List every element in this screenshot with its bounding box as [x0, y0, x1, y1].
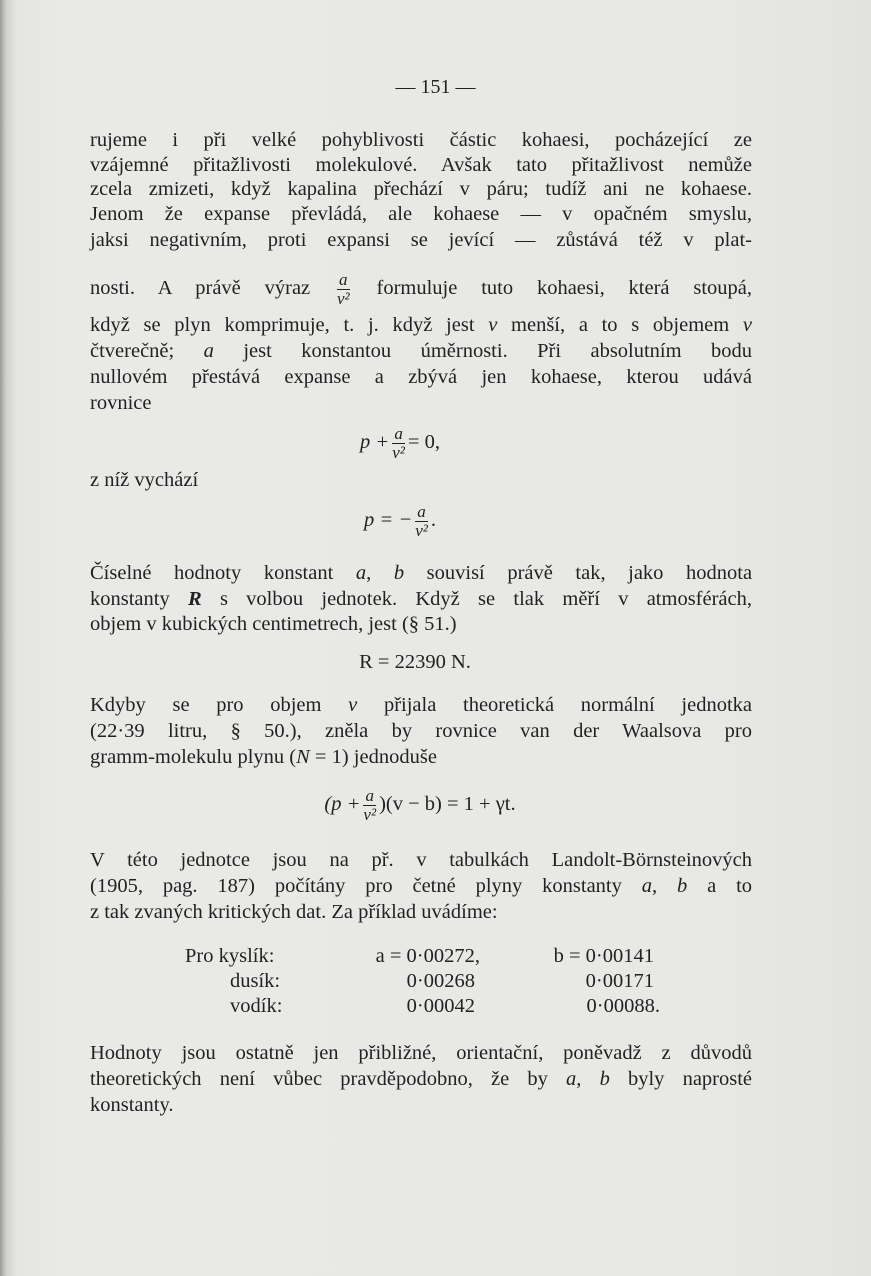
value-b: 0·00088.: [586, 995, 660, 1017]
denominator: v²: [415, 520, 428, 540]
text-line: [90, 586, 752, 612]
fraction-a-over-v2: [337, 271, 350, 308]
text-line: V této jednotce jsou na př. v tabulkách Landolt-Börnsteinových: [90, 849, 752, 871]
table-row: [150, 994, 870, 1019]
text-line: z tak zvaných kritických dat. Za příklad uvádíme:: [90, 901, 498, 923]
text-segment: Kdyby se pro objem: [90, 694, 322, 716]
text-segment: byly naprosté: [627, 1068, 753, 1090]
fraction-a-over-v2: [392, 425, 405, 462]
math-symbol: a: [203, 340, 214, 362]
text-line: rujeme i při velké pohyblivosti částic kohaesi, pocházející ze: [90, 129, 752, 151]
text-line: Jenom že expanse převládá, ale kohaese — v opačném smyslu,: [90, 203, 752, 225]
denominator: v²: [363, 804, 377, 824]
text-line: [90, 744, 752, 770]
text-segment: formuluje tuto kohaesi, která stoupá,: [376, 277, 753, 299]
constants-table: [150, 944, 870, 1019]
text-line: rovnice: [90, 392, 152, 414]
value-a: a = 0·00272,: [375, 945, 480, 967]
math-symbol: b: [599, 1068, 610, 1090]
value-a: 0·00042: [406, 995, 475, 1017]
text-line: zcela zmizeti, když kapalina přechází v páru; tudíž ani ne kohaese.: [90, 178, 752, 200]
page-number: — 151 —: [395, 76, 476, 98]
numerator: a: [363, 787, 376, 806]
equation-part: )(v − b) = 1 + γt.: [379, 793, 516, 815]
math-symbol: N: [296, 746, 310, 768]
punctuation: ,: [576, 1068, 582, 1090]
table-row: [150, 944, 870, 969]
punctuation: ,: [366, 562, 372, 584]
text-segment: a to: [707, 875, 753, 897]
gas-label: vodík:: [230, 995, 283, 1017]
fraction-a-over-v2: [415, 503, 428, 540]
text-line: [90, 873, 752, 899]
numerator: a: [415, 503, 428, 522]
equation-part: p = −: [364, 509, 413, 531]
value-a: 0·00268: [406, 970, 475, 992]
text-segment: s volbou jednotek. Když se tlak měří v atmosférách,: [219, 588, 753, 610]
text-line: [90, 692, 752, 718]
equation-2: [300, 500, 500, 540]
numerator: a: [337, 271, 350, 290]
text-line: jaksi negativním, proti expansi se jevící — zůstává též v plat-: [90, 229, 752, 251]
numerator: a: [392, 425, 405, 444]
text-segment: konstanty: [90, 588, 170, 610]
equation-4: [230, 784, 610, 824]
text-segment: = 1) jednoduše: [314, 746, 437, 768]
text-line: (22·39 litru, § 50.), zněla by rovnice van der Waalsova pro: [90, 720, 752, 742]
equation-1: [300, 422, 500, 462]
math-symbol: v: [488, 314, 498, 336]
fraction-a-over-v2: [363, 787, 376, 824]
text-line: Hodnoty jsou ostatně jen přibližné, orientační, poněvadž z důvodů: [90, 1042, 752, 1064]
text-line: [90, 338, 752, 364]
value-b: b = 0·00141: [553, 945, 654, 967]
equation-part: (p +: [324, 793, 361, 815]
gas-label: Pro kyslík:: [185, 945, 275, 967]
text-segment: gramm-molekulu plynu (: [90, 746, 297, 768]
math-symbol: b: [677, 875, 688, 897]
math-symbol: a: [641, 875, 652, 897]
gas-label: dusík:: [230, 970, 281, 992]
math-symbol: a: [355, 562, 367, 584]
text-line: nullovém přestává expanse a zbývá jen kohaese, kterou udává: [90, 366, 752, 388]
text-segment: když se plyn komprimuje, t. j. když jest: [90, 314, 475, 336]
math-symbol: v: [742, 314, 753, 336]
equation-part: = 0,: [407, 431, 440, 453]
text-line: [90, 1066, 752, 1092]
equation-part: .: [430, 509, 436, 531]
text-segment: čtverečně;: [90, 340, 175, 362]
math-symbol: a: [566, 1068, 577, 1090]
text-line: konstanty.: [90, 1094, 174, 1116]
table-row: [150, 969, 870, 994]
text-segment: (1905, pag. 187) počítány pro četné plyny konstanty: [90, 875, 622, 897]
text-segment: menší, a to s objemem: [511, 314, 730, 336]
text-segment: souvisí právě tak, jako hodnota: [426, 562, 753, 584]
math-symbol: R: [187, 588, 202, 610]
math-symbol: v: [348, 694, 358, 716]
equation-part: p +: [360, 431, 390, 453]
denominator: v²: [392, 442, 405, 462]
value-b: 0·00171: [585, 970, 654, 992]
equation-3: R = 22390 N.: [359, 651, 471, 673]
text-line: [90, 312, 752, 338]
text-segment: jest konstantou úměrnosti. Při absolutním bodu: [243, 340, 752, 362]
text-segment: Číselné hodnoty konstant: [90, 562, 334, 584]
text-line: [90, 560, 752, 586]
denominator: v²: [337, 288, 350, 308]
text-line: vzájemné přitažlivosti molekulové. Avšak tato přitažlivost nemůže: [90, 154, 752, 176]
text-segment: theoretických není vůbec pravděpodobno, že by: [90, 1068, 548, 1090]
text-line: [90, 266, 752, 310]
math-symbol: b: [393, 562, 405, 584]
punctuation: ,: [652, 875, 658, 897]
text-line: z níž vychází: [90, 469, 199, 491]
text-line: objem v kubických centimetrech, jest (§ 51.): [90, 613, 457, 635]
text-segment: nosti. A právě výraz: [90, 277, 311, 299]
text-segment: přijala theoretická normální jednotka: [383, 694, 753, 716]
